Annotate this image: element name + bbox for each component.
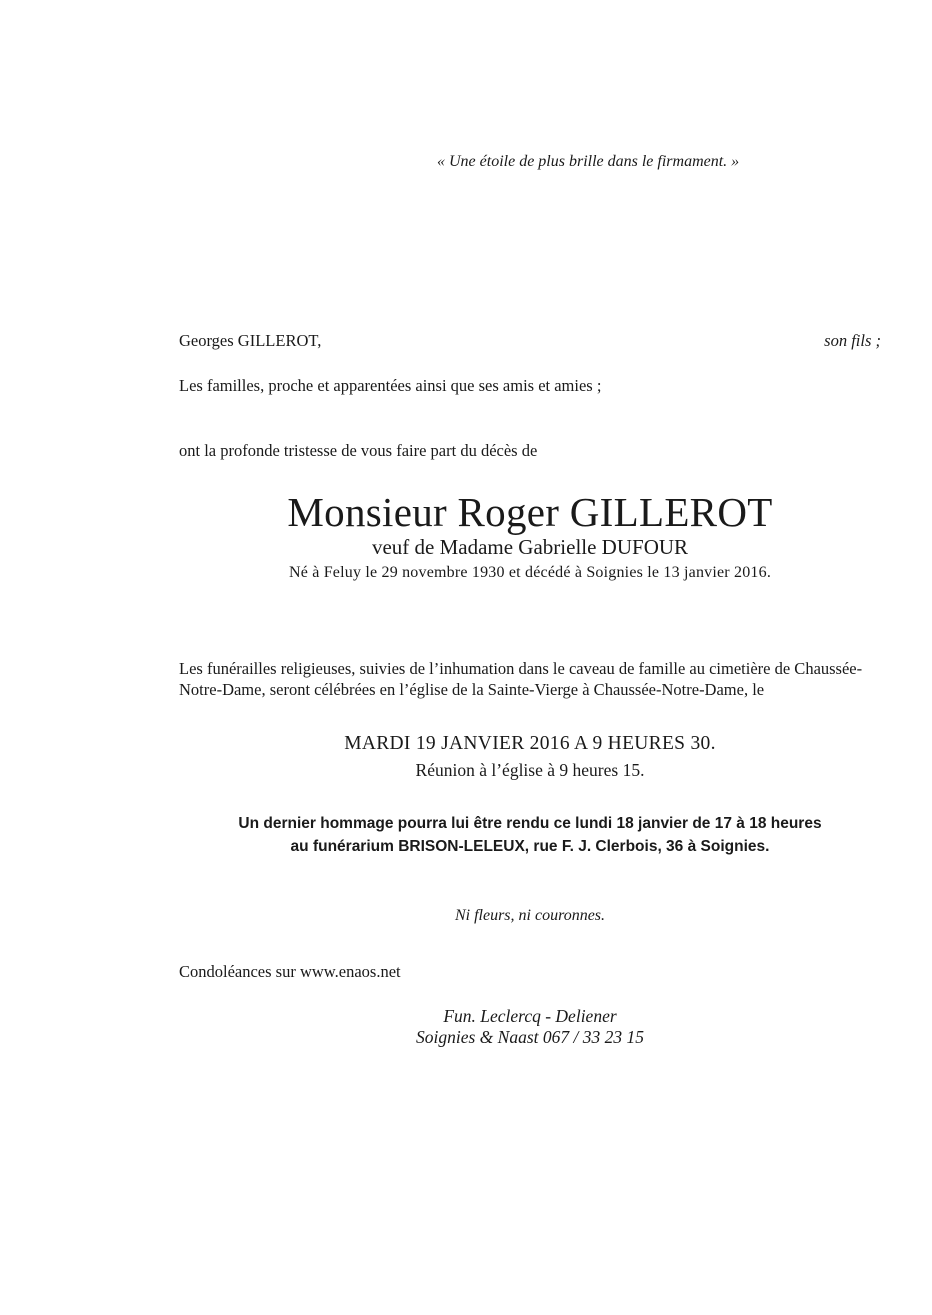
birth-death-line: Né à Feluy le 29 novembre 1930 et décédé à Soignies le 13 janvier 2016. (288, 564, 772, 581)
tribute-line-2: au funérarium BRISON-LELEUX, rue F. J. Clerbois, 36 à Soignies. (290, 838, 770, 855)
son-relation: son fils ; (824, 331, 881, 350)
widower-of-line: veuf de Madame Gabrielle DUFOUR (371, 535, 689, 559)
son-name: Georges GILLEROT, (179, 331, 322, 350)
epigraph-quote: « Une étoile de plus brille dans le firmament. » (437, 153, 740, 170)
son-line (179, 331, 881, 351)
meeting-time: Réunion à l’église à 9 heures 15. (415, 760, 645, 780)
funeral-date: MARDI 19 JANVIER 2016 A 9 HEURES 30. (344, 733, 716, 754)
funeral-paragraph: Les funérailles religieuses, suivies de l’inhumation dans le caveau de famille au cimetière de Chaussée-Notre-Dame, seront célébrées en l’église de la Sainte-Vierge à Chaussée-Notre-Dame, le (179, 659, 863, 699)
deceased-name: Monsieur Roger GILLEROT (287, 489, 773, 535)
undertaker-name: Fun. Leclercq - Deliener (443, 1006, 617, 1026)
announcement-text: ont la profonde tristesse de vous faire part du décès de (179, 441, 538, 460)
tribute-line-1: Un dernier hommage pourra lui être rendu ce lundi 18 janvier de 17 à 18 heures (238, 815, 822, 832)
undertaker-contact: Soignies & Naast 067 / 33 23 15 (416, 1027, 644, 1047)
families-line: Les familles, proche et apparentées ainsi que ses amis et amies ; (179, 376, 602, 395)
condolences-line: Condoléances sur www.enaos.net (179, 962, 401, 981)
no-flowers-note: Ni fleurs, ni couronnes. (454, 907, 606, 924)
